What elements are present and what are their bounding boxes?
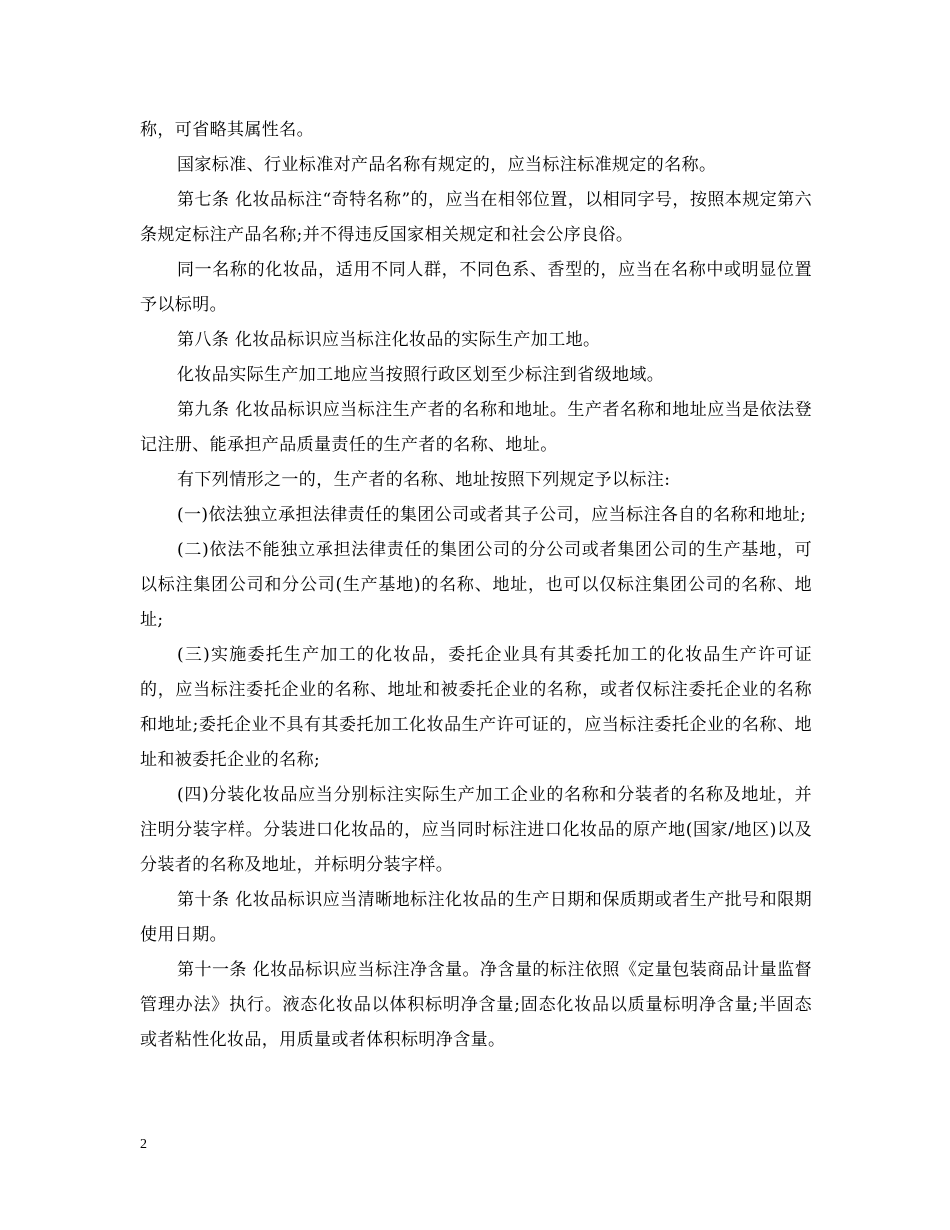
paragraph-article-8: 第八条 化妆品标识应当标注化妆品的实际生产加工地。 [177,330,601,350]
list-item-3: (三)实施委托生产加工的化妆品，委托企业具有其委托加工的化妆品生产许可证的，应当标注委托企业的名称、地址和被委托企业的名称，或者仅标注委托企业的名称和地址;委托企业不具有其委托加工化妆品生产许可证的，应当标注委托企业的名称、地址和被委托企业的名称; [140,645,812,770]
list-item-4: (四)分装化妆品应当分别标注实际生产加工企业的名称和分装者的名称及地址，并注明分装字样。分装进口化妆品的，应当同时标注进口化妆品的原产地(国家/地区)以及分装者的名称及地址，并标明分装字样。 [140,785,812,875]
paragraph-continuation: 称，可省略其属性名。 [140,120,314,140]
paragraph-article-7: 第七条 化妆品标注“奇特名称”的，应当在相邻位置，以相同字号，按照本规定第六条规定标注产品名称;并不得违反国家相关规定和社会公序良俗。 [140,190,812,245]
paragraph: 国家标准、行业标准对产品名称有规定的，应当标注标准规定的名称。 [177,155,717,175]
list-item-2: (二)依法不能独立承担法律责任的集团公司的分公司或者集团公司的生产基地，可以标注集团公司和分公司(生产基地)的名称、地址，也可以仅标注集团公司的名称、地址; [140,540,812,630]
paragraph-article-11: 第十一条 化妆品标识应当标注净含量。净含量的标注依照《定量包装商品计量监督管理办法》执行。液态化妆品以体积标明净含量;固态化妆品以质量标明净含量;半固态或者粘性化妆品，用质量或者体积标明净含量。 [140,960,812,1050]
page-number: 2 [140,1137,147,1152]
paragraph: 化妆品实际生产加工地应当按照行政区划至少标注到省级地域。 [177,365,665,385]
paragraph-article-9: 第九条 化妆品标识应当标注生产者的名称和地址。生产者名称和地址应当是依法登记注册、能承担产品质量责任的生产者的名称、地址。 [140,400,812,455]
document-body [140,113,812,1058]
list-item-1: (一)依法独立承担法律责任的集团公司或者其子公司，应当标注各自的名称和地址; [177,505,807,525]
paragraph: 同一名称的化妆品，适用不同人群，不同色系、香型的，应当在名称中或明显位置予以标明。 [140,260,812,315]
paragraph: 有下列情形之一的，生产者的名称、地址按照下列规定予以标注: [177,470,671,490]
paragraph-article-10: 第十条 化妆品标识应当清晰地标注化妆品的生产日期和保质期或者生产批号和限期使用日期。 [140,890,812,945]
